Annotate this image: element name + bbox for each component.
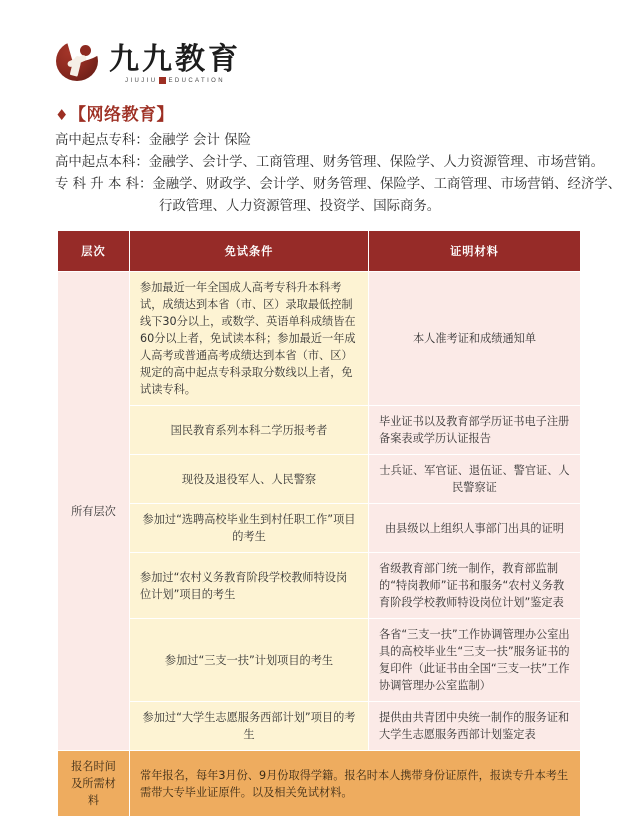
proof-cell: 毕业证书以及教育部学历证书电子注册备案表或学历认证报告 [369, 406, 581, 455]
page-title [55, 100, 174, 125]
program-row [55, 174, 622, 196]
logo-square-icon [159, 77, 166, 84]
swirl-logo-icon [55, 38, 101, 84]
level-cell-all-levels: 所有层次 [58, 272, 130, 751]
program-list [55, 130, 622, 218]
program-value: 金融学 会计 保险 [148, 133, 251, 148]
logo-english-prefix: JIUJIU [125, 77, 158, 84]
table-row [58, 455, 581, 504]
proof-cell: 由县级以上组织人事部门出具的证明 [369, 504, 581, 553]
proof-cell: 各省“三支一扶”工作协调管理办公室出具的高校毕业生“三支一扶”服务证书的复印件（此证书由全国“三支一扶”工作协调管理办公室监制） [369, 619, 581, 702]
program-value: 金融学、会计学、工商管理、财务管理、保险学、人力资源管理、市场营销。 [148, 155, 605, 170]
logo-english-name [125, 77, 225, 84]
table-row [58, 504, 581, 553]
diamond-bullet-icon: ♦ [55, 106, 69, 124]
condition-cell: 国民教育系列本科二学历报考者 [130, 406, 369, 455]
logo-english-suffix: EDUCATION [168, 77, 225, 84]
table-footer-row [58, 751, 581, 817]
condition-cell: 现役及退役军人、人民警察 [130, 455, 369, 504]
page-title-text: 【网络教育】 [68, 105, 174, 125]
registration-label-line1: 报名时间 [71, 760, 116, 773]
registration-label [58, 751, 130, 817]
proof-cell: 本人准考证和成绩通知单 [369, 272, 581, 406]
site-logo [55, 38, 241, 84]
condition-cell: 参加过“选聘高校毕业生到村任职工作”项目的考生 [130, 504, 369, 553]
condition-cell: 参加过“三支一扶”计划项目的考生 [130, 619, 369, 702]
program-label: 专 科 升 本 科： [55, 177, 153, 192]
table-row [58, 553, 581, 619]
condition-cell: 参加最近一年全国成人高考专科升本科考试，成绩达到本省（市、区）录取最低控制线下30分以上，或数学、英语单科成绩皆在60分以上者，免试读本科；参加最近一年成人高考或普通高考成绩达到本省（市、区）规定的高中起点专科录取分数线以上者，免试读专科。 [130, 272, 369, 406]
table-row [58, 272, 581, 406]
program-value: 金融学、财政学、会计学、财务管理、保险学、工商管理、市场营销、经济学、 [152, 177, 622, 192]
proof-cell: 提供由共青团中央统一制作的服务证和大学生志愿服务西部计划鉴定表 [369, 702, 581, 751]
program-value-continuation: 行政管理、人力资源管理、投资学、国际商务。 [159, 199, 441, 214]
program-row [55, 152, 615, 174]
registration-label-line2: 及所需材料 [71, 777, 116, 807]
column-header-conditions: 免试条件 [130, 231, 369, 272]
logo-chinese-name: 九九教育 [109, 41, 241, 77]
column-header-proof: 证明材料 [369, 231, 581, 272]
program-row [55, 130, 615, 152]
condition-cell: 参加过“农村义务教育阶段学校教师特设岗位计划”项目的考生 [130, 553, 369, 619]
program-label: 高中起点本科： [55, 155, 149, 170]
table-header-row [58, 231, 581, 272]
condition-cell: 参加过“大学生志愿服务西部计划”项目的考生 [130, 702, 369, 751]
program-label: 高中起点专科： [55, 133, 149, 148]
table-row [58, 406, 581, 455]
exemption-table [57, 230, 581, 817]
proof-cell: 士兵证、军官证、退伍证、警官证、人民警察证 [369, 455, 581, 504]
table-row [58, 702, 581, 751]
registration-text: 常年报名，每年3月份、9月份取得学籍。报名时本人携带身份证原件，报读专升本考生需带大专毕业证原件。以及相关免试材料。 [130, 751, 581, 817]
table-row [58, 619, 581, 702]
column-header-level: 层次 [58, 231, 130, 272]
proof-cell: 省级教育部门统一制作，教育部监制的“特岗教师”证书和服务“农村义务教育阶段学校教师特设岗位计划”鉴定表 [369, 553, 581, 619]
